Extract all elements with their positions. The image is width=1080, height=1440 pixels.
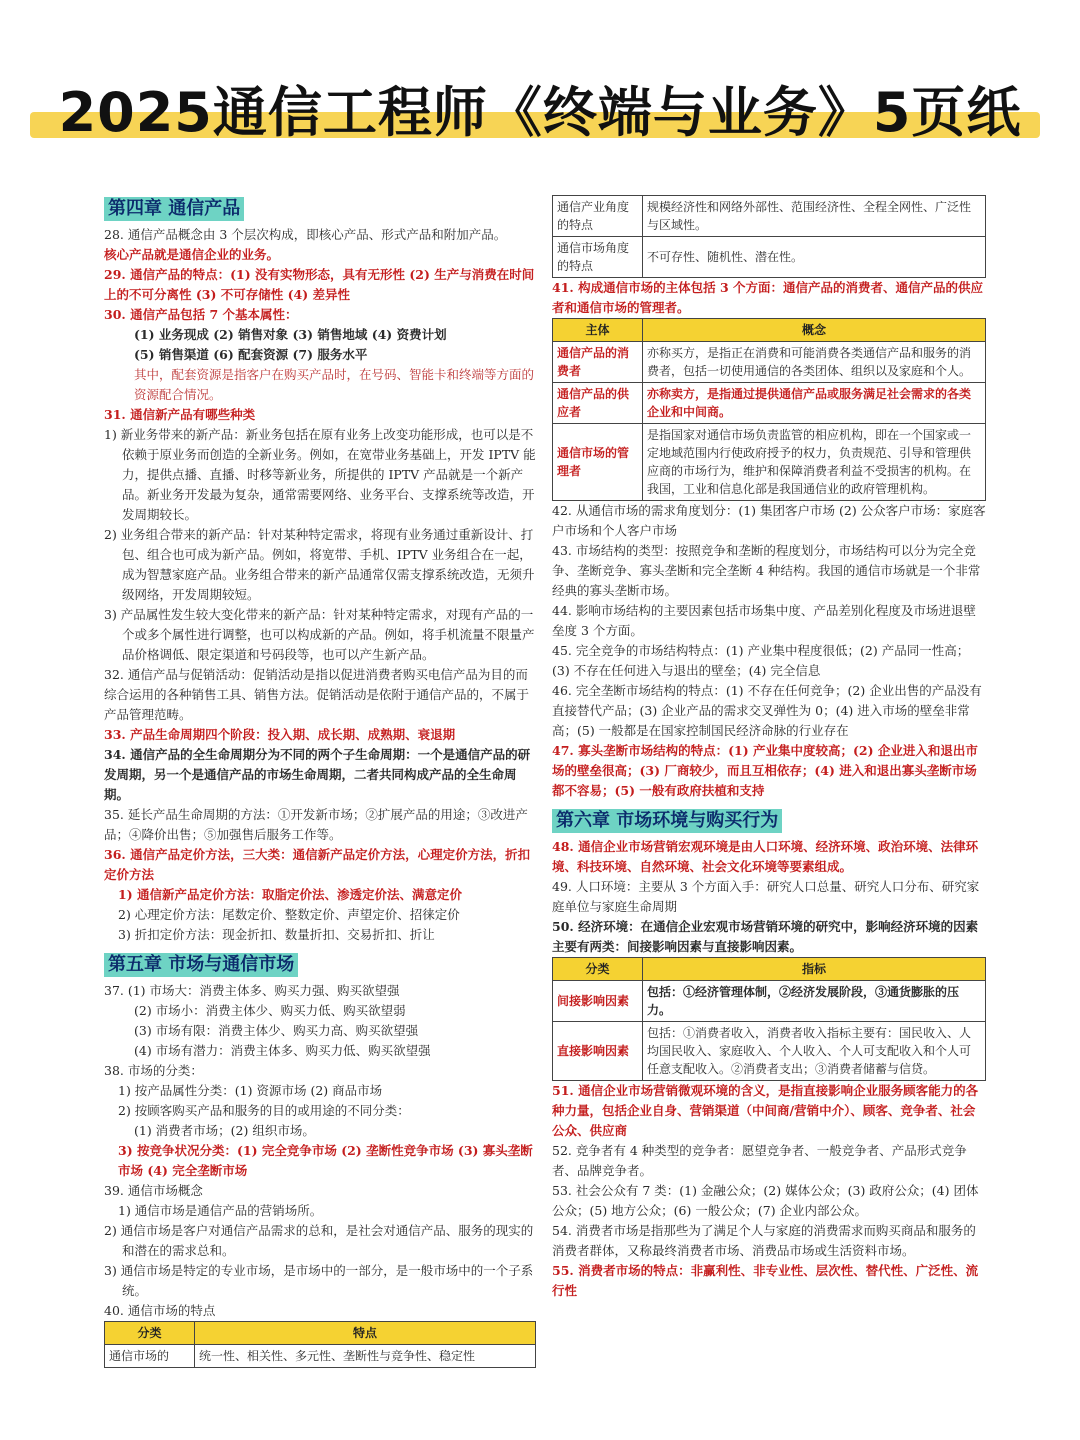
table-40	[104, 1321, 536, 1368]
item-48: 48. 通信企业市场营销宏观环境是由人口环境、经济环境、政治环境、法律环境、科技环境、自然环境、社会文化环境等要素组成。	[552, 839, 979, 874]
item-44: 44. 影响市场结构的主要因素包括市场集中度、产品差别化程度及市场进退壁垒度 3 个方面。	[552, 603, 976, 638]
item-47: 47. 寡头垄断市场结构的特点：(1) 产业集中度较高；(2) 企业进入和退出市场的壁垒很高；(3) 厂商较少，而且互相依存；(4) 进入和退出寡头垄断市场都不容易；(5) 一般有政府扶植和支持	[552, 743, 978, 798]
item-30: 30. 通信产品包括 7 个基本属性：	[104, 307, 298, 322]
table-a-row2-value: 不可存性、随机性、潜在性。	[643, 237, 986, 278]
item-38-2b: (1) 消费者市场；(2) 组织市场。	[134, 1123, 315, 1138]
item-45: 45. 完全竞争的市场结构特点：(1) 产业集中程度很低；(2) 产品同一性高；(3) 不存在任何进入与退出的壁垒；(4) 完全信息	[552, 643, 970, 678]
table-50-row1-value: 包括：①经济管理体制，②经济发展阶段，③通货膨胀的压力。	[643, 981, 986, 1022]
table-40-continued	[552, 195, 986, 278]
item-36-1: 1) 通信新产品定价方法：取脂定价法、渗透定价法、满意定价	[118, 887, 462, 902]
item-38-3: 3) 按竞争状况分类：(1) 完全竞争市场 (2) 垄断性竞争市场 (3) 寡头垄断市场 (4) 完全垄断市场	[118, 1143, 533, 1178]
item-46: 46. 完全垄断市场结构的特点：(1) 不存在任何竞争；(2) 企业出售的产品没有直接替代产品；(3) 企业产品的需求交叉弹性为 0；(4) 进入市场的壁垒非常高；(5) 一般都是在国家控制国民经济命脉的行业存在	[552, 683, 982, 738]
table-a-row1-value: 规模经济性和网络外部性、范围经济性、全程全网性、广泛性与区域性。	[643, 196, 986, 237]
item-37: 37. (1) 市场大：消费主体多、购买力强、购买欲望强	[104, 983, 400, 998]
right-column	[552, 195, 986, 1301]
table-41-row1-key: 通信产品的消费者	[553, 342, 643, 383]
table-41-row2-key: 通信产品的供应者	[553, 383, 643, 424]
item-53: 53. 社会公众有 7 类：(1) 金融公众；(2) 媒体公众；(3) 政府公众；(4) 团体公众；(5) 地方公众；(6) 一般公众；(7) 企业内部公众。	[552, 1183, 979, 1218]
item-30-attrs-a: (1) 业务现成 (2) 销售对象 (3) 销售地域 (4) 资费计划	[134, 327, 447, 342]
item-34: 34. 通信产品的全生命周期分为不同的两个子生命周期：一个是通信产品的研发周期，另一个是通信产品的市场生命周期，二者共同构成产品的全生命周期。	[104, 747, 531, 802]
item-36-2: 2) 心理定价方法：尾数定价、整数定价、声望定价、招徕定价	[118, 907, 460, 922]
item-37-c: (3) 市场有限：消费主体少、购买力高、购买欲望强	[134, 1023, 419, 1038]
item-50: 50. 经济环境：在通信企业宏观市场营销环境的研究中，影响经济环境的因素主要有两类：间接影响因素与直接影响因素。	[552, 919, 979, 954]
item-38: 38. 市场的分类：	[104, 1063, 203, 1078]
item-35: 35. 延长产品生命周期的方法：①开发新市场；②扩展产品的用途；③改进产品；④降价出售；⑤加强售后服务工作等。	[104, 807, 528, 842]
table-41-row3-value: 是指国家对通信市场负责监管的相应机构，即在一个国家或一定地域范围内行使政府授予的权力，负责规范、引导和管理供应商的市场行为，维护和保障消费者利益不受损害的机构。在我国，工业和信息化部是我国通信业的政府管理机构。	[643, 424, 986, 501]
item-39-3: 3) 通信市场是特定的专业市场，是市场中的一部分，是一般市场中的一个子系统。	[104, 1263, 534, 1298]
chapter-5-heading: 第五章 市场与通信市场	[104, 953, 298, 977]
table-41-row2-value: 亦称卖方，是指通过提供通信产品或服务满足社会需求的各类企业和中间商。	[643, 383, 986, 424]
item-32: 32. 通信产品与促销活动：促销活动是指以促进消费者购买电信产品为目的而综合运用的各种销售工具、销售方法。促销活动是依附于通信产品的，不属于产品管理范畴。	[104, 667, 530, 722]
item-28-core: 核心产品就是通信企业的业务。	[104, 247, 280, 262]
left-column	[104, 195, 536, 1368]
item-31: 31. 通信新产品有哪些种类	[104, 407, 256, 422]
table-41-header-subject: 主体	[553, 319, 643, 342]
table-41	[552, 318, 986, 501]
table-40-row-value: 统一性、相关性、多元性、垄断性与竞争性、稳定性	[195, 1345, 536, 1368]
table-a-row1-key: 通信产业角度的特点	[553, 196, 643, 237]
item-39: 39. 通信市场概念	[104, 1183, 203, 1198]
item-30-attrs-b: (5) 销售渠道 (6) 配套资源 (7) 服务水平	[134, 347, 368, 362]
item-37-d: (4) 市场有潜力：消费主体多、购买力低、购买欲望强	[134, 1043, 431, 1058]
item-43: 43. 市场结构的类型：按照竞争和垄断的程度划分，市场结构可以分为完全竞争、垄断竞争、寡头垄断和完全垄断 4 种结构。我国的通信市场就是一个非常经典的寡头垄断市场。	[552, 543, 981, 598]
item-55: 55. 消费者市场的特点：非赢利性、非专业性、层次性、替代性、广泛性、流行性	[552, 1263, 979, 1298]
item-54: 54. 消费者市场是指那些为了满足个人与家庭的消费需求而购买商品和服务的消费者群体，又称最终消费者市场、消费品市场或生活资料市场。	[552, 1223, 976, 1258]
item-31-3: 3) 产品属性发生较大变化带来的新产品：针对某种特定需求，对现有产品的一个或多个属性进行调整，也可以构成新的产品。例如，将手机流量不限量产品价格调低、限定渠道和号码段等，也可以产生新产品。	[104, 607, 535, 662]
chapter-4-heading: 第四章 通信产品	[104, 197, 244, 221]
item-42: 42. 从通信市场的需求角度划分：(1) 集团客户市场 (2) 公众客户市场：家庭客户市场和个人客户市场	[552, 503, 986, 538]
item-40: 40. 通信市场的特点	[104, 1303, 216, 1318]
item-33: 33. 产品生命周期四个阶段：投入期、成长期、成熟期、衰退期	[104, 727, 456, 742]
table-50-header-indicator: 指标	[643, 958, 986, 981]
item-29: 29. 通信产品的特点：(1) 没有实物形态，具有无形性 (2) 生产与消费在时间上的不可分离性 (3) 不可存储性 (4) 差异性	[104, 267, 535, 302]
item-28: 28. 通信产品概念由 3 个层次构成，即核心产品、形式产品和附加产品。	[104, 227, 507, 242]
table-50-header-category: 分类	[553, 958, 643, 981]
page-title: 2025通信工程师《终端与业务》5页纸	[58, 81, 1022, 144]
item-38-2: 2) 按顾客购买产品和服务的目的或用途的不同分类：	[118, 1103, 410, 1118]
table-41-row3-key: 通信市场的管理者	[553, 424, 643, 501]
item-51: 51. 通信企业市场营销微观环境的含义，是指直接影响企业服务顾客能力的各种力量，包括企业自身、营销渠道（中间商/营销中介）、顾客、竞争者、社会公众、供应商	[552, 1083, 979, 1138]
table-40-row-key: 通信市场的	[105, 1345, 195, 1368]
table-41-header-concept: 概念	[643, 319, 986, 342]
item-41: 41. 构成通信市场的主体包括 3 个方面：通信产品的消费者、通信产品的供应者和通信市场的管理者。	[552, 280, 984, 315]
item-36: 36. 通信产品定价方法，三大类：通信新产品定价方法，心理定价方法，折扣定价方法	[104, 847, 531, 882]
table-50-row2-value: 包括：①消费者收入，消费者收入指标主要有：国民收入、人均国民收入、家庭收入、个人收入、个人可支配收入和个人可任意支配收入。②消费者支出；③消费者储蓄与信贷。	[643, 1022, 986, 1081]
table-50-row2-key: 直接影响因素	[553, 1022, 643, 1081]
item-52: 52. 竞争者有 4 种类型的竞争者：愿望竞争者、一般竞争者、产品形式竞争者、品牌竞争者。	[552, 1143, 967, 1178]
item-36-3: 3) 折扣定价方法：现金折扣、数量折扣、交易折扣、折让	[118, 927, 435, 942]
item-31-1: 1) 新业务带来的新产品：新业务包括在原有业务上改变功能形成，也可以是不依赖于原业务而创造的全新业务。例如，在宽带业务基础上，开发 IPTV 能力，提供点播、直播、时移等新业务，所提供的 IPTV 产品就是一个新产品。新业务开发最为复杂，通常需要网络、业务平台、支撑系统等改造，开发周期较长。	[104, 427, 536, 522]
table-40-header-feature: 特点	[195, 1322, 536, 1345]
item-30-note: 其中，配套资源是指客户在购买产品时，在号码、智能卡和终端等方面的资源配合情况。	[134, 367, 535, 402]
item-39-1: 1) 通信市场是通信产品的营销场所。	[118, 1203, 323, 1218]
table-40-header-category: 分类	[105, 1322, 195, 1345]
table-a-row2-key: 通信市场角度的特点	[553, 237, 643, 278]
item-39-2: 2) 通信市场是客户对通信产品需求的总和，是社会对通信产品、服务的现实的和潜在的需求总和。	[104, 1223, 534, 1258]
table-41-row1-value: 亦称买方，是指正在消费和可能消费各类通信产品和服务的消费者，包括一切使用通信的各类团体、组织以及家庭和个人。	[643, 342, 986, 383]
item-49: 49. 人口环境：主要从 3 个方面入手：研究人口总量、研究人口分布、研究家庭单位与家庭生命周期	[552, 879, 980, 914]
item-38-1: 1) 按产品属性分类：(1) 资源市场 (2) 商品市场	[118, 1083, 383, 1098]
table-50-row1-key: 间接影响因素	[553, 981, 643, 1022]
chapter-6-heading: 第六章 市场环境与购买行为	[552, 809, 782, 833]
item-37-b: (2) 市场小：消费主体少、购买力低、购买欲望弱	[134, 1003, 406, 1018]
table-50	[552, 957, 986, 1081]
item-31-2: 2) 业务组合带来的新产品：针对某种特定需求，将现有业务通过重新设计、打包、组合也可成为新产品。例如，将宽带、手机、IPTV 业务组合在一起，成为智慧家庭产品。业务组合带来的新产品通常仅需支撑系统改造，无须升级网络，开发周期较短。	[104, 527, 535, 602]
